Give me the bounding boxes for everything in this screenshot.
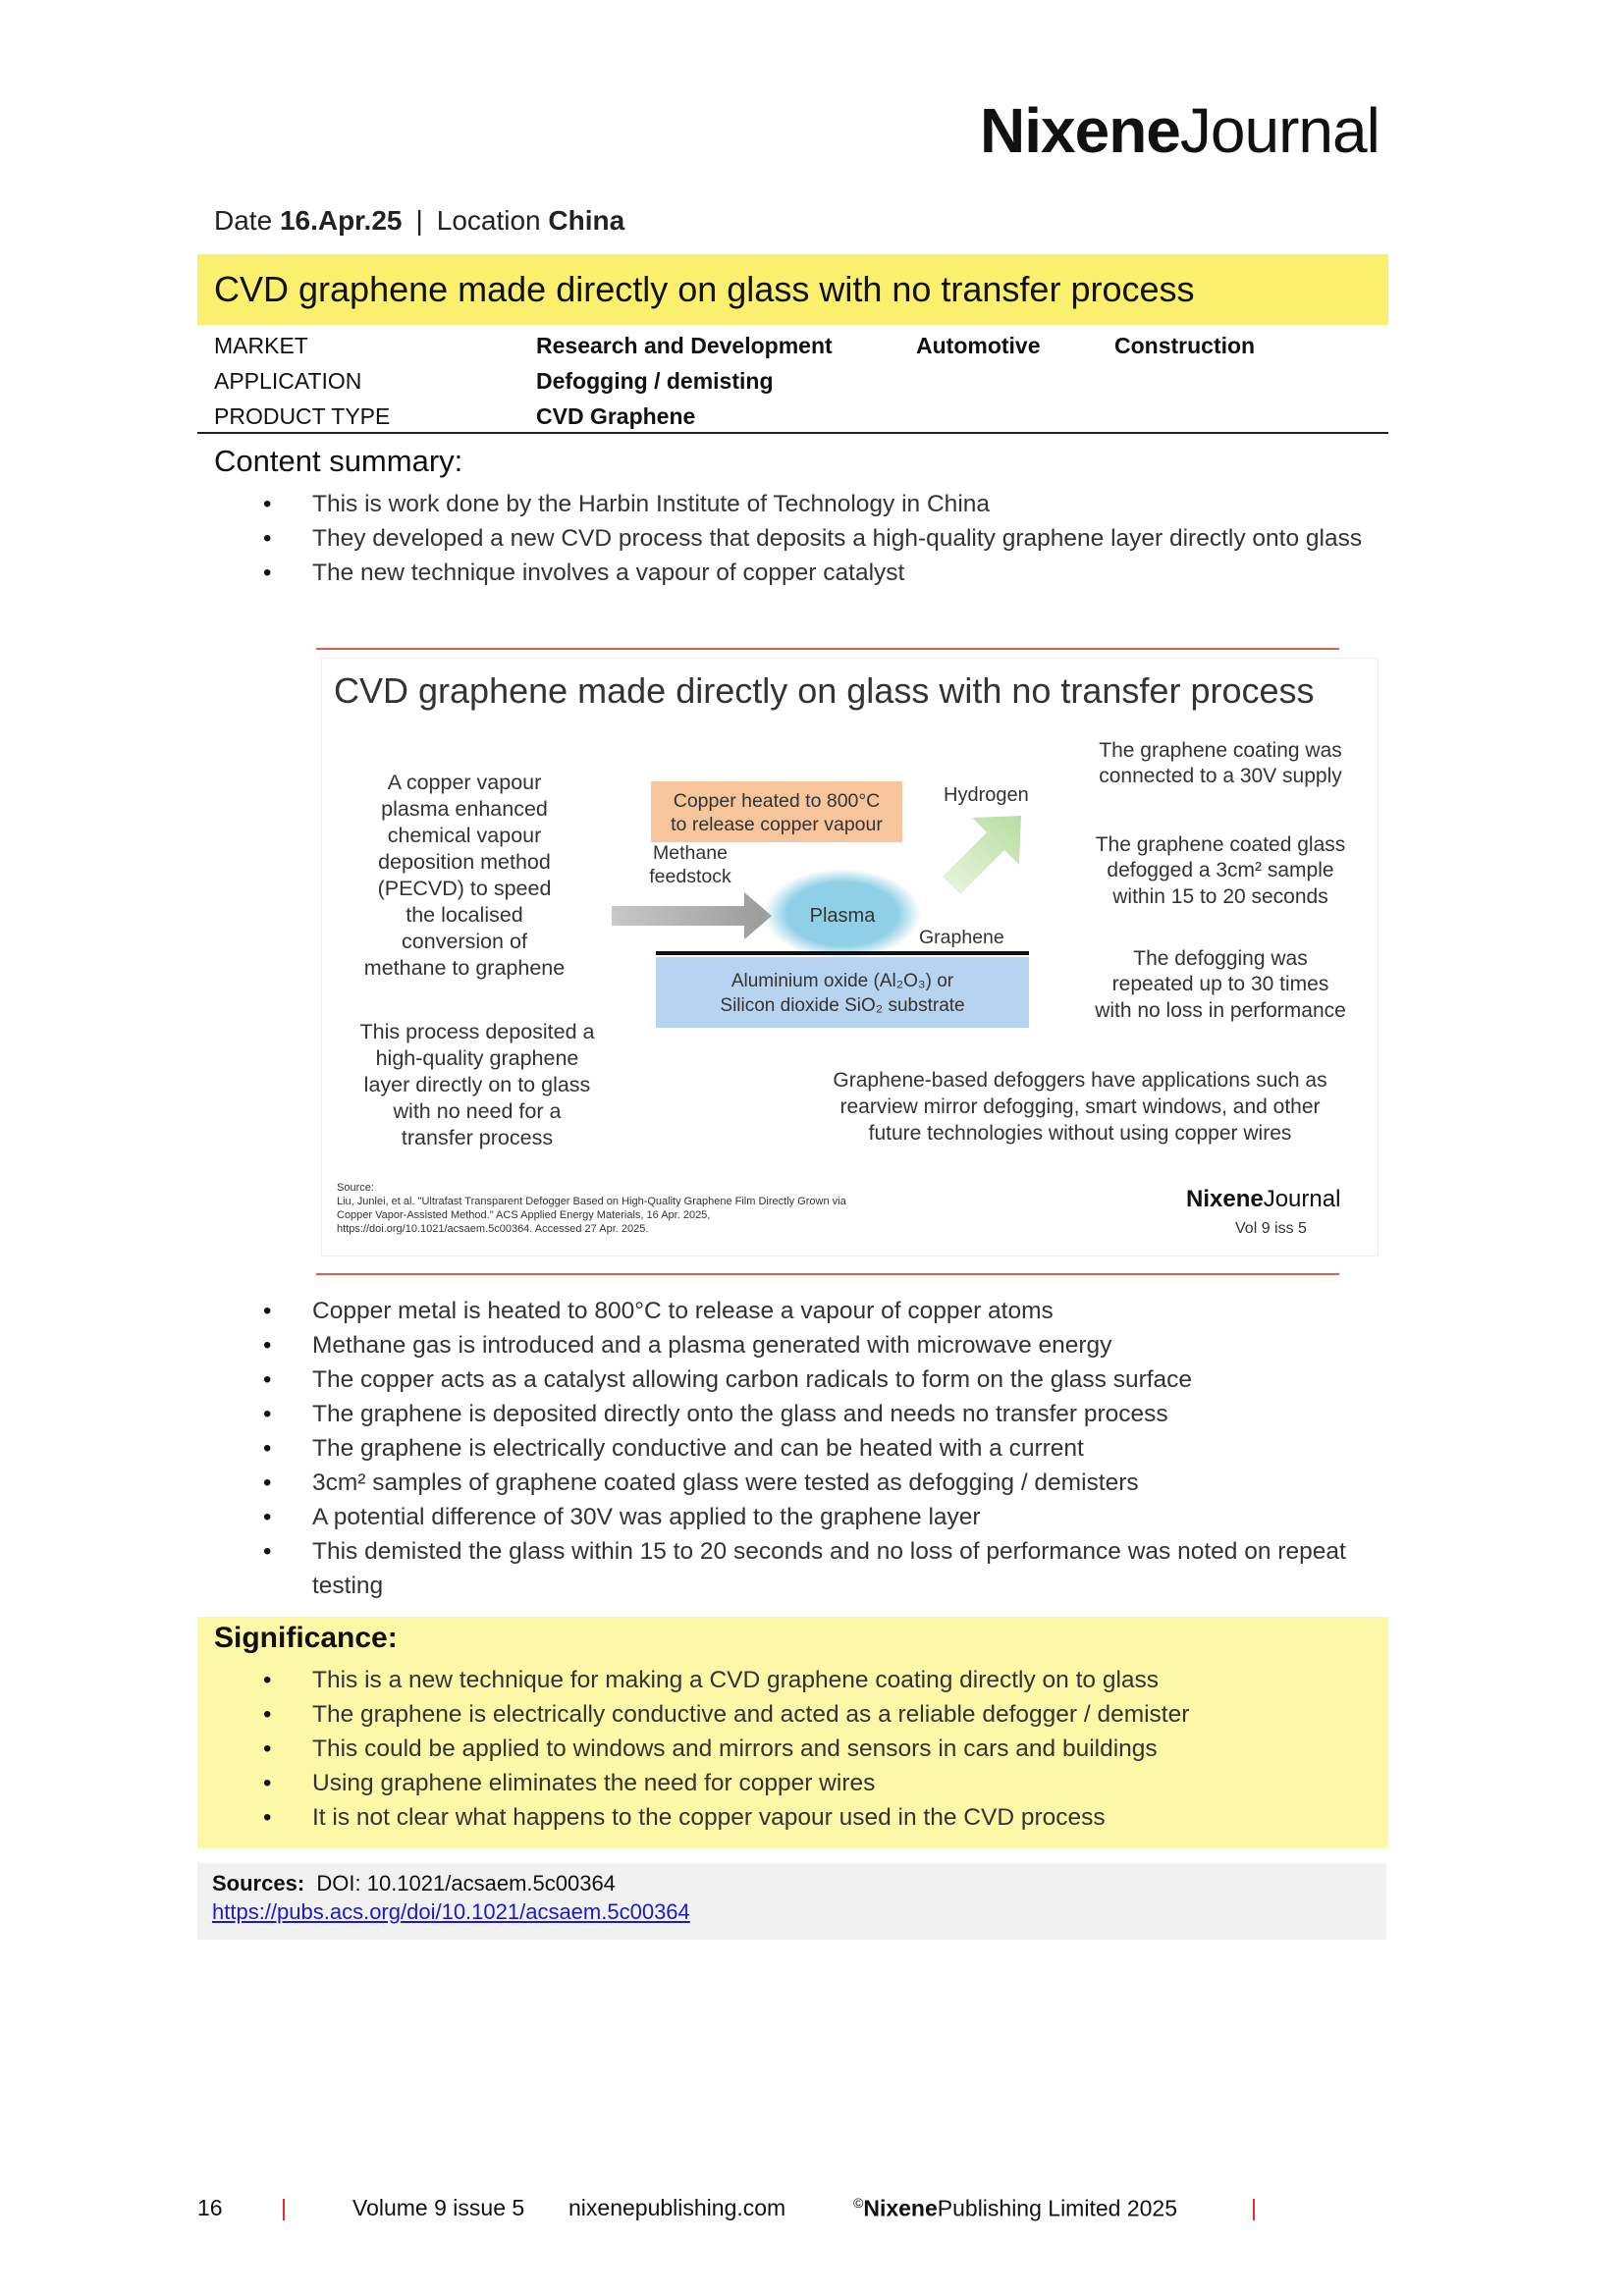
svg-text:Copper heated to 800°C: Copper heated to 800°C — [673, 790, 881, 812]
location-label: Location — [436, 205, 541, 236]
list-item: • The graphene is electrically conductive and acted as a reliable defogger / demister — [263, 1697, 1373, 1732]
list-item: • The copper acts as a catalyst allowing carbon radicals to form on the glass surface — [263, 1362, 1373, 1397]
sources-line — [212, 1871, 616, 1896]
list-item: • 3cm² samples of graphene coated glass were tested as defogging / demisters — [263, 1466, 1373, 1500]
footer-volume: Volume 9 issue 5 — [352, 2195, 525, 2220]
svg-text:feedstock: feedstock — [649, 866, 731, 887]
market-value-2: Automotive — [916, 333, 1041, 358]
figure-left-text-1 — [364, 771, 565, 980]
plasma-label: Plasma — [809, 905, 876, 927]
graphene-label: Graphene — [919, 927, 1004, 948]
svg-text:future technologies without us: future technologies without using copper wires — [868, 1122, 1292, 1145]
list-item: • This is work done by the Harbin Institute of Technology in China — [263, 487, 1373, 521]
svg-text:the localised: the localised — [406, 903, 523, 927]
application-value: Defogging / demisting — [536, 368, 774, 394]
figure-right-text-1 — [1099, 739, 1342, 787]
svg-text:connected to a 30V supply: connected to a 30V supply — [1099, 765, 1342, 787]
svg-text:repeated up to 30 times: repeated up to 30 times — [1111, 973, 1329, 995]
figure-rule-bottom — [316, 1273, 1339, 1275]
significance-bullets — [263, 1663, 1373, 1835]
figure-rule-top — [316, 648, 1339, 650]
logo-light: Journal — [1179, 95, 1380, 166]
date-value: 16.Apr.25 — [279, 205, 403, 236]
list-item: • A potential difference of 30V was applied to the graphene layer — [263, 1500, 1373, 1534]
copyright-rest: Publishing Limited 2025 — [937, 2195, 1177, 2221]
title-bar — [197, 254, 1388, 325]
logo-bold: Nixene — [980, 95, 1180, 166]
list-item: • Copper metal is heated to 800°C to release a vapour of copper atoms — [263, 1294, 1373, 1328]
svg-text:with no need for a: with no need for a — [393, 1099, 562, 1123]
product-type-label: PRODUCT TYPE — [214, 403, 391, 429]
dateline-separator: | — [415, 205, 423, 236]
list-item: • The graphene is deposited directly onto the glass and needs no transfer process — [263, 1397, 1373, 1431]
list-item: • Using graphene eliminates the need for copper wires — [263, 1766, 1373, 1800]
svg-text:Copper Vapor-Assisted Method.": Copper Vapor-Assisted Method." ACS Applied Energy Materials, 16 Apr. 2025, — [337, 1209, 711, 1221]
copyright-symbol: © — [853, 2195, 864, 2211]
svg-text:methane to graphene: methane to graphene — [363, 956, 566, 980]
figure-logo: NixeneJournal — [1186, 1186, 1341, 1212]
footer-bar-2: | — [1251, 2195, 1257, 2220]
list-item: • Methane gas is introduced and a plasma generated with microwave energy — [263, 1328, 1373, 1362]
list-item: • This is a new technique for making a CVD graphene coating directly on to glass — [263, 1663, 1373, 1697]
svg-text:transfer process: transfer process — [401, 1126, 554, 1149]
svg-text:conversion of: conversion of — [402, 930, 527, 953]
svg-text:The graphene coated glass: The graphene coated glass — [1095, 833, 1346, 856]
sources-label: Sources: — [212, 1871, 305, 1896]
svg-text:The graphene coating was: The graphene coating was — [1099, 739, 1342, 762]
list-item: • This demisted the glass within 15 to 20 seconds and no loss of performance was noted on repeat testing — [263, 1534, 1373, 1603]
figure-title: CVD graphene made directly on glass with no transfer process — [334, 670, 1315, 711]
svg-text:Methane: Methane — [653, 842, 728, 864]
substrate-box — [656, 957, 1029, 1028]
svg-text:chemical vapour: chemical vapour — [387, 824, 542, 847]
hydrogen-arrow — [931, 816, 1021, 894]
list-item: • It is not clear what happens to the copper vapour used in the CVD process — [263, 1800, 1373, 1835]
article-title: CVD graphene made directly on glass with no transfer process — [214, 269, 1195, 309]
meta-divider — [197, 432, 1388, 434]
svg-text:with no loss in performance: with no loss in performance — [1095, 999, 1346, 1022]
footer-page-number: 16 — [197, 2195, 223, 2220]
svg-text:Graphene-based defoggers have: Graphene-based defoggers have applications such as — [833, 1069, 1327, 1092]
footer-copyright — [853, 2195, 1177, 2222]
product-type-value: CVD Graphene — [536, 403, 696, 429]
date-label: Date — [214, 205, 273, 236]
list-item: • This could be applied to windows and mirrors and sensors in cars and buildings — [263, 1732, 1373, 1766]
svg-text:https://doi.org/10.1021/acsaem: https://doi.org/10.1021/acsaem.5c00364. Accessed 27 Apr. 2025. — [337, 1223, 649, 1235]
application-label: APPLICATION — [214, 368, 362, 394]
market-value-3: Construction — [1114, 333, 1256, 358]
journal-logo — [980, 94, 1380, 167]
svg-text:to release copper vapour: to release copper vapour — [671, 814, 883, 835]
svg-text:Silicon dioxide SiO₂ substrate: Silicon dioxide SiO₂ substrate — [720, 995, 965, 1016]
svg-text:plasma enhanced: plasma enhanced — [381, 797, 548, 821]
svg-text:defogged a 3cm² sample: defogged a 3cm² sample — [1107, 859, 1334, 881]
svg-text:A copper vapour: A copper vapour — [387, 771, 542, 794]
copyright-bold: Nixene — [863, 2195, 938, 2221]
methane-label — [649, 842, 731, 887]
sources-link[interactable]: https://pubs.acs.org/doi/10.1021/acsaem.5c00364 — [212, 1899, 690, 1924]
svg-text:The defogging was: The defogging was — [1133, 947, 1308, 970]
methane-arrow — [612, 892, 772, 939]
list-item: • They developed a new CVD process that deposits a high-quality graphene layer directly onto glass — [263, 521, 1373, 556]
sources-doi: DOI: 10.1021/acsaem.5c00364 — [316, 1871, 616, 1896]
list-item: • The new technique involves a vapour of copper catalyst — [263, 556, 1373, 590]
figure-source — [337, 1182, 847, 1235]
svg-text:Aluminium oxide (Al₂O₃) or: Aluminium oxide (Al₂O₃) or — [730, 971, 954, 991]
figure-left-text-2 — [359, 1020, 594, 1149]
market-label: MARKET — [214, 333, 308, 358]
svg-text:Source:: Source: — [337, 1182, 374, 1194]
figure-volume: Vol 9 iss 5 — [1235, 1220, 1307, 1237]
figure-diagram — [322, 659, 1378, 1255]
figure — [321, 658, 1379, 1256]
footer-site: nixenepublishing.com — [568, 2195, 786, 2220]
svg-text:Liu, Junlei, et al. "Ultrafast: Liu, Junlei, et al. "Ultrafast Transparent Defogger Based on High-Quality Graphene Film Directly Grown via — [337, 1196, 846, 1207]
figure-bottom-text — [833, 1069, 1326, 1145]
svg-text:within 15 to 20 seconds: within 15 to 20 seconds — [1112, 885, 1328, 908]
list-item: • The graphene is electrically conductive and can be heated with a current — [263, 1431, 1373, 1466]
dateline — [214, 205, 624, 237]
location-value: China — [548, 205, 625, 236]
svg-text:deposition method: deposition method — [378, 850, 551, 874]
market-value-1: Research and Development — [536, 333, 833, 358]
summary-bullets-bottom — [263, 1294, 1373, 1603]
footer-bar-1: | — [281, 2195, 287, 2220]
significance-heading: Significance: — [214, 1622, 398, 1654]
svg-text:(PECVD) to speed: (PECVD) to speed — [377, 877, 552, 900]
svg-text:rearview mirror defogging, sma: rearview mirror defogging, smart windows, and other — [839, 1095, 1321, 1118]
svg-text:This process deposited a: This process deposited a — [359, 1020, 595, 1043]
svg-text:layer directly on to glass: layer directly on to glass — [363, 1073, 591, 1096]
hydrogen-label: Hydrogen — [944, 784, 1029, 806]
content-summary-heading: Content summary: — [214, 444, 463, 478]
figure-right-text-2 — [1096, 833, 1346, 908]
figure-right-text-3 — [1094, 947, 1346, 1022]
svg-text:high-quality graphene: high-quality graphene — [375, 1046, 579, 1070]
summary-bullets-top — [263, 487, 1373, 590]
